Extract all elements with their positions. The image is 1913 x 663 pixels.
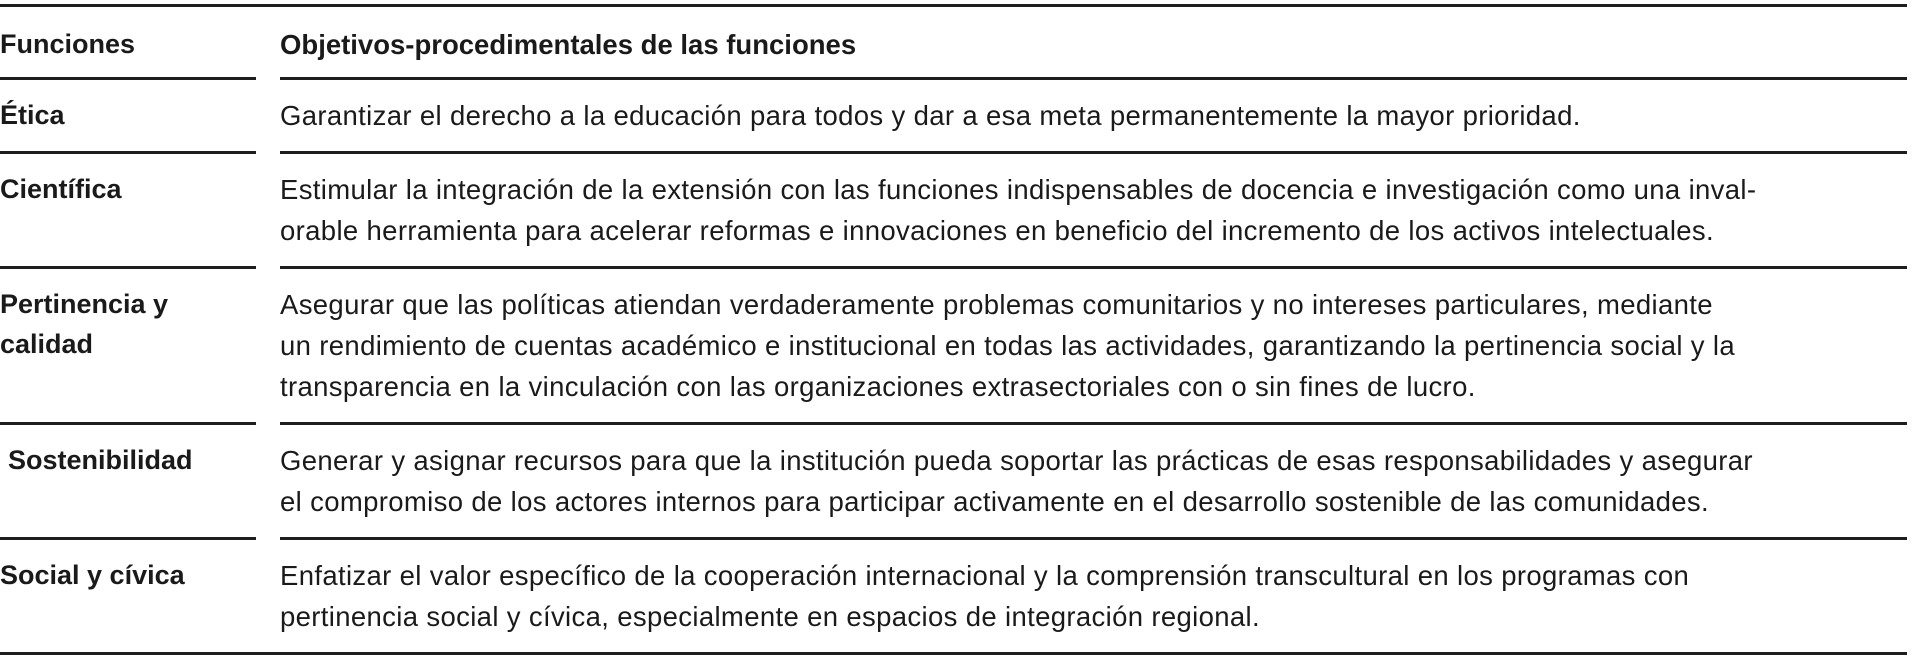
funcion-cell: Social y cívica [0, 560, 185, 590]
funcion-line: Pertinencia y [0, 289, 169, 319]
objetivo-line: el compromiso de los actores internos para participar activamente en el desarrollo sostenible de las comunidades. [280, 486, 1710, 517]
objetivo-cell [280, 440, 1910, 522]
row-rule [280, 266, 1907, 269]
row-rule [280, 537, 1907, 540]
objetivo-line: transparencia en la vinculación con las organizaciones extrasectoriales con o sin fines de lucro. [280, 371, 1476, 402]
row-rule [0, 151, 256, 154]
funcion-line: calidad [0, 329, 94, 359]
row-rule [280, 77, 1907, 80]
header-funciones: Funciones [0, 29, 136, 59]
table-bottom-rule [0, 652, 1907, 655]
funcion-cell [0, 284, 256, 364]
objetivo-cell [280, 284, 1910, 407]
objetivo-cell [280, 555, 1910, 637]
funcion-cell: Ética [0, 100, 65, 130]
objetivo-line: Garantizar el derecho a la educación para todos y dar a esa meta permanentemente la mayor prioridad. [280, 100, 1581, 131]
row-rule [0, 77, 256, 80]
objetivo-line: pertinencia social y cívica, especialmente en espacios de integración regional. [280, 601, 1260, 632]
row-rule [280, 422, 1907, 425]
objetivo-line: orable herramienta para acelerar reformas e innovaciones en beneficio del incremento de los activos intelectuales. [280, 215, 1715, 246]
objetivo-line: Estimular la integración de la extensión con las funciones indispensables de docencia e investigación como una inval- [280, 174, 1757, 205]
funcion-cell: Científica [0, 174, 122, 204]
objetivo-line: Generar y asignar recursos para que la institución pueda soportar las prácticas de esas responsabilidades y asegurar [280, 445, 1753, 476]
table-top-rule [0, 4, 1907, 7]
objetivo-line: Asegurar que las políticas atiendan verdaderamente problemas comunitarios y no intereses particulares, mediante [280, 289, 1713, 320]
objetivo-cell [280, 169, 1910, 251]
objetivo-cell [280, 95, 1910, 136]
header-objetivos: Objetivos-procedimentales de las funciones [280, 29, 857, 60]
row-rule [0, 266, 256, 269]
row-rule [0, 422, 256, 425]
funcion-cell: Sostenibilidad [8, 445, 193, 475]
row-rule [280, 151, 1907, 154]
row-rule [0, 537, 256, 540]
objetivo-line: un rendimiento de cuentas académico e institucional en todas las actividades, garantizando la pertinencia social y la [280, 330, 1735, 361]
objetivo-line: Enfatizar el valor específico de la cooperación internacional y la comprensión transcultural en los programas con [280, 560, 1690, 591]
